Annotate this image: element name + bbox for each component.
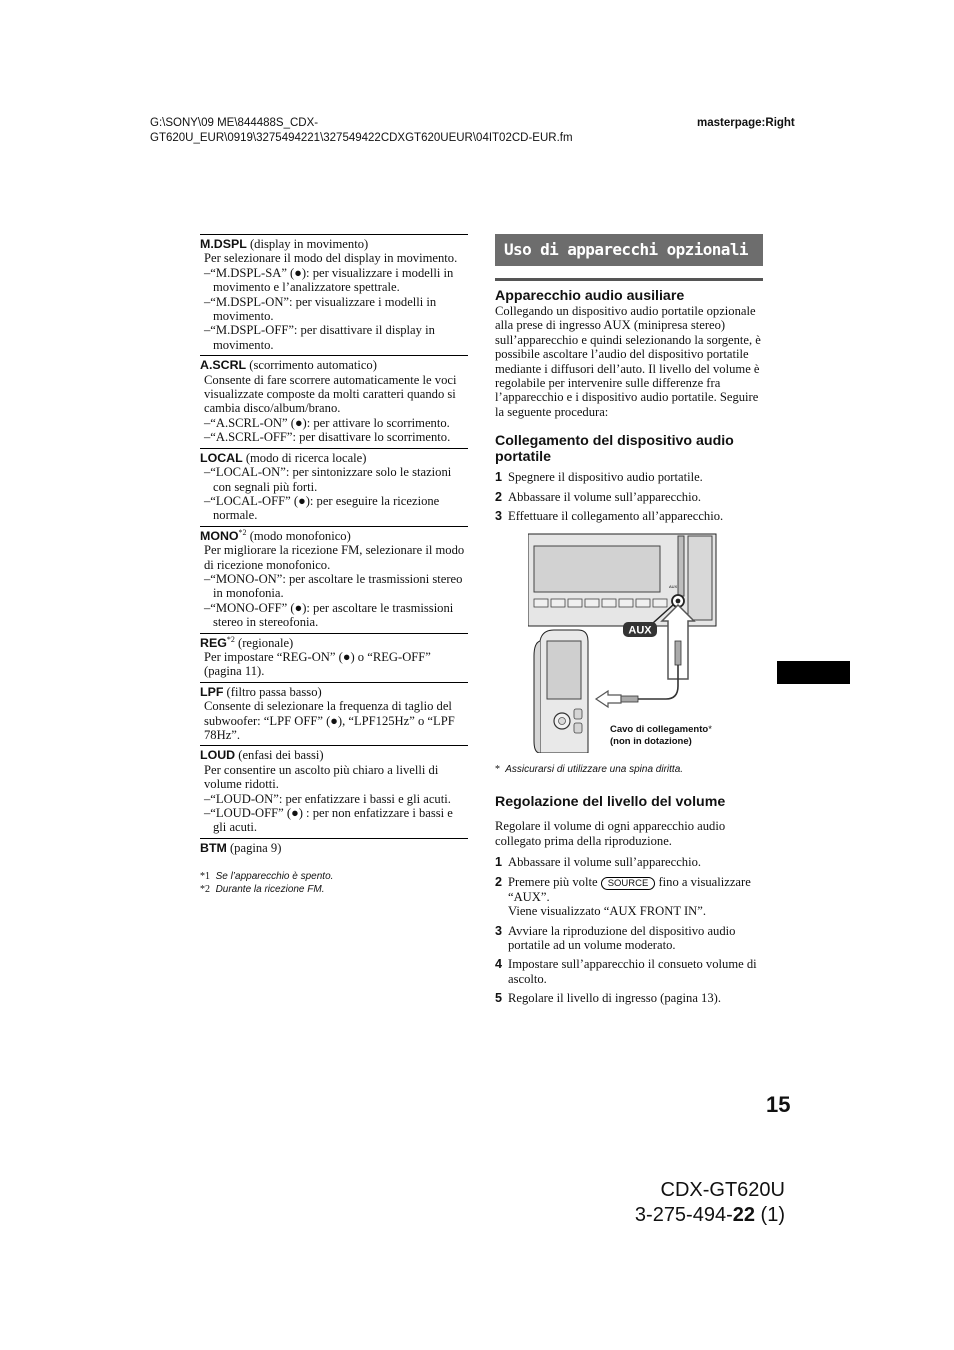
setting-option: –“M.DSPL-ON”: per visualizzare i modelli in movimento. (204, 294, 437, 324)
setting-entry-local (200, 448, 468, 526)
volume-step: 1 Abbassare il volume sull’apparecchio. (495, 855, 702, 870)
setting-term: M.DSPL (200, 237, 247, 251)
volume-step: 3 Avviare la riproduzione del dispositivo audio portatile ad un volume moderato. (495, 923, 736, 952)
section-rule (495, 278, 763, 281)
heading-volume: Regolazione del livello del volume (495, 794, 726, 811)
source-button-label: SOURCE (601, 877, 656, 890)
setting-term: BTM (200, 840, 227, 855)
model-code: CDX-GT620U 3-275-494-22 (1) (634, 1179, 785, 1226)
section-title: Uso di apparecchi opzionali (495, 234, 763, 266)
setting-term: A.SCRL (200, 358, 247, 373)
aux-paragraph: Collegando un dispositivo audio portatile opzionale alla prese di ingresso AUX (minipresa stereo) sull’apparecchio e quindi selezionando la sorgente, è possibile ascoltare l’audio del dispositivo portatile mediante i diffusori dell’auto. Il livello del volume è regolabile per intervenire sulle differenze fra l’apparecchio e i dispositivo audio portatile. Seguire la seguente procedura: (495, 304, 761, 419)
setting-para: Per consentire un ascolto più chiaro a livelli di volume ridotti. (204, 762, 439, 792)
setting-term: REG (200, 635, 227, 650)
setting-desc: (modo di ricerca locale) (242, 450, 367, 465)
setting-entry-mono (200, 526, 468, 633)
portable-player-illustration (534, 630, 588, 753)
setting-desc: (pagina 9) (226, 840, 282, 855)
footnote: *2 Durante la ricezione FM. (200, 884, 325, 896)
file-path-header: G:\SONY\09 ME\844488S_CDX-GT620U_EUR\0919\3275494221\327549422CDXGT620UEUR\04IT02CD-EUR.fm (150, 117, 573, 144)
setting-option: –“MONO-OFF” (●): per ascoltare le trasmissioni stereo in stereofonia. (204, 600, 454, 630)
setting-option: –“M.DSPL-SA” (●): per visualizzare i modelli in movimento e l’analizzatore spettrale. (204, 265, 454, 295)
setting-option: –“LOCAL-OFF” (●): per eseguire la ricezione normale. (204, 493, 440, 523)
plug-note: * Assicurarsi di utilizzare una spina diritta. (495, 764, 684, 776)
setting-desc: (scorrimento automatico) (246, 358, 377, 373)
setting-entry-ascrl (200, 355, 468, 447)
aux-jack-small-label: AUX (669, 584, 678, 590)
setting-option: –“A.SCRL-OFF”: per disattivare lo scorrimento. (204, 430, 451, 445)
setting-para: Per migliorare la ricezione FM, selezionare il modo di ricezione monofonico. (204, 543, 465, 572)
footnotes (200, 870, 468, 896)
setting-desc: (modo monofonico) (246, 528, 351, 543)
optional-devices-section (495, 234, 763, 1011)
setting-term: MONO (200, 528, 239, 543)
setting-para: Consente di selezionare la frequenza di taglio del subwoofer: “LPF OFF” (●), “LPF125Hz” o “LPF 78Hz”. (204, 699, 455, 742)
page-number: 15 (766, 1092, 791, 1117)
volume-paragraph: Regolare il volume di ogni apparecchio audio collegato prima della riproduzione. (495, 819, 726, 848)
setting-entry-lpf (200, 682, 468, 746)
setting-option: –“LOUD-OFF” (●) : per non enfatizzare i bassi e gli acuti. (204, 806, 453, 835)
connection-illustration (528, 531, 768, 753)
setting-option: –“MONO-ON”: per ascoltare le trasmissioni stereo in monofonia. (204, 571, 463, 601)
setting-term: LOCAL (200, 450, 243, 465)
setting-term: LOUD (200, 748, 236, 763)
settings-list (200, 234, 468, 896)
aux-badge-label: AUX (628, 624, 652, 637)
setting-desc: (enfasi dei bassi) (235, 748, 324, 763)
setting-entry-mdspl (200, 234, 468, 355)
language-tab-marker (777, 661, 850, 684)
setting-desc: (filtro passa basso) (223, 684, 322, 699)
setting-desc: (display in movimento) (246, 237, 369, 251)
setting-option: –“LOUD-ON”: per enfatizzare i bassi e gli acuti. (204, 791, 451, 806)
masterpage-label: masterpage:Right (697, 117, 795, 129)
setting-entry-btm (200, 838, 468, 858)
connect-step: 1 Spegnere il dispositivo audio portatile. (495, 470, 703, 485)
volume-step: 5 Regolare il livello di ingresso (pagina 13). (495, 991, 721, 1006)
setting-desc: (regionale) (234, 635, 294, 650)
connect-step: 2 Abbassare il volume sull’apparecchio. (495, 489, 702, 504)
footnote: *1 Se l’apparecchio è spento. (200, 871, 334, 883)
heading-aux: Apparecchio audio ausiliare (495, 288, 685, 304)
volume-step: 2 Premere più volte SOURCE fino a visualizzare “AUX”. Viene visualizzato “AUX FRONT IN”. (495, 874, 751, 919)
plug-arrow-icon (596, 691, 621, 707)
volume-step: 4 Impostare sull’apparecchio il consueto volume di ascolto. (495, 957, 757, 986)
setting-term: LPF (200, 684, 224, 699)
setting-entry-loud (200, 745, 468, 837)
setting-para: Per impostare “REG-ON” (●) o “REG-OFF” (pagina 11). (204, 649, 431, 679)
setting-para: Consente di fare scorrere automaticamente le voci visualizzate composte da molti caratteri quando si cambia disco/album/brano. (204, 372, 457, 416)
setting-para: Per selezionare il modo del display in movimento. (204, 251, 458, 266)
heading-connect: Collegamento del dispositivo audio portatile (495, 433, 734, 466)
cable-label: Cavo di collegamento* (non in dotazione) (610, 724, 712, 748)
connect-step: 3 Effettuare il collegamento all’apparecchio. (495, 509, 724, 524)
footnote-ref: *2 (226, 634, 235, 644)
footnote-ref: *2 (238, 527, 247, 537)
head-unit-illustration (528, 534, 716, 626)
setting-option: –“LOCAL-ON”: per sintonizzare solo le stazioni con segnali più forti. (204, 465, 452, 494)
setting-entry-reg (200, 633, 468, 682)
setting-option: –“M.DSPL-OFF”: per disattivare il display in movimento. (204, 323, 435, 352)
setting-option: –“A.SCRL-ON” (●): per attivare lo scorrimento. (204, 415, 450, 430)
aux-connection-diagram (528, 531, 768, 753)
